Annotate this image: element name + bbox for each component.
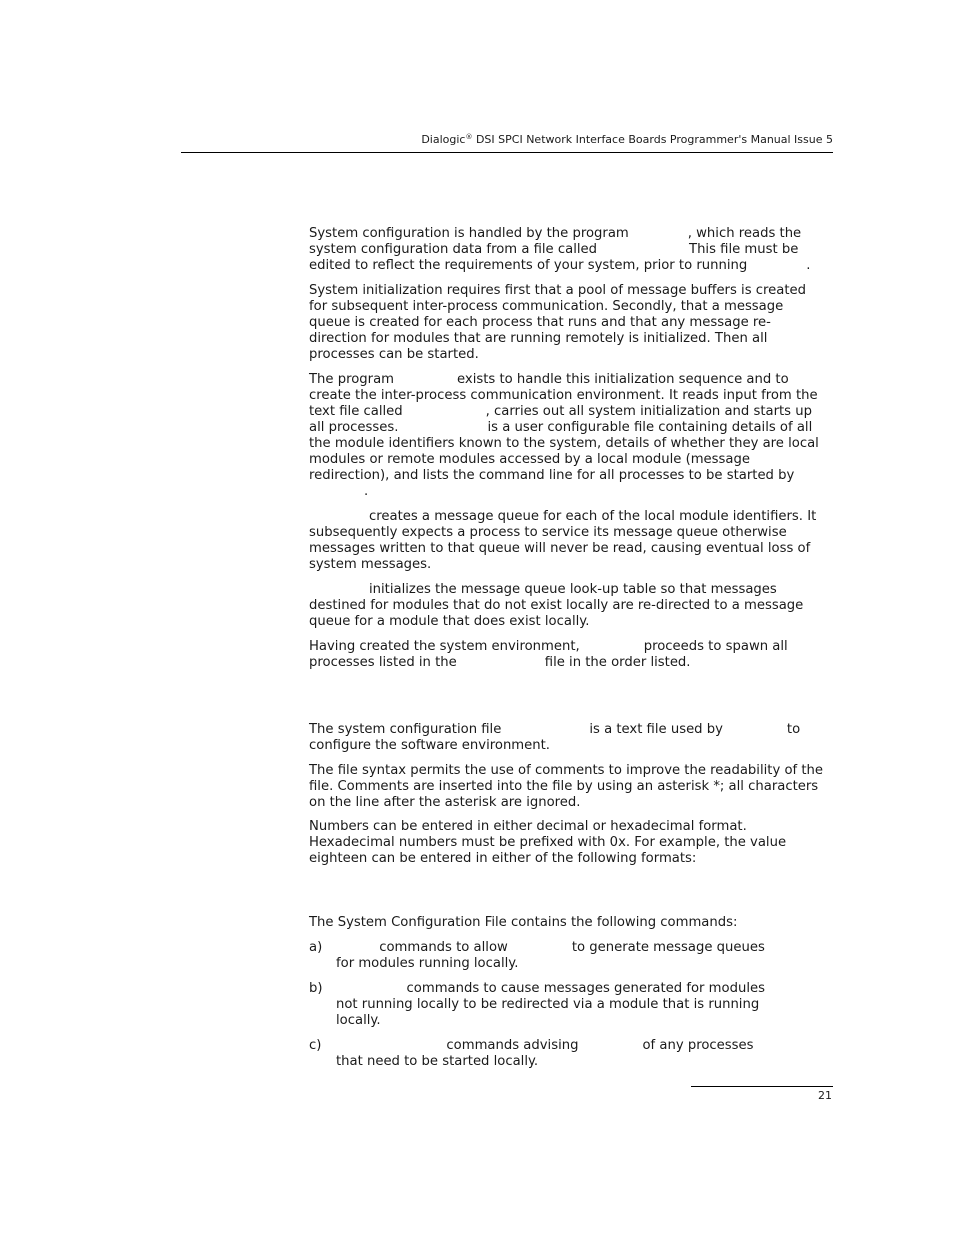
text-line: modules or remote modules accessed by a local module (message [309, 452, 750, 467]
text-line: on the line after the asterisk are ignored. [309, 795, 581, 810]
text-line: messages written to that queue will never be read, causing eventual loss of [309, 541, 811, 556]
text-line: System initialization requires first that a pool of message buffers is created [309, 283, 807, 298]
text-line: that need to be started locally. [336, 1054, 539, 1069]
text-line: Hexadecimal numbers must be prefixed with 0x. For example, the value [309, 835, 787, 850]
text-line: for modules running locally. [336, 956, 519, 971]
text-line: not running locally to be redirected via a module that is running [336, 997, 760, 1012]
text-line: locally. [336, 1013, 381, 1028]
header-rule [181, 152, 833, 153]
text-run: , carries out all system initialization and starts up [485, 404, 812, 419]
text-line: file. Comments are inserted into the file by using an asterisk *; all characters [309, 779, 819, 794]
text-run: file in the order listed. [544, 655, 691, 670]
footer-rule [691, 1086, 833, 1087]
text-run: commands advising [446, 1038, 579, 1053]
text-run: System configuration is handled by the program [309, 226, 629, 241]
paragraph-message-queues [309, 509, 833, 573]
header-title: DSI SPCI Network Interface Boards Programmer's Manual Issue 5 [472, 133, 833, 146]
text-line: The file syntax permits the use of comments to improve the readability of the [309, 763, 823, 778]
text-line: queue for a module that does exist locally. [309, 614, 590, 629]
text-run: This file must be [689, 242, 799, 257]
text-run: text file called [309, 404, 403, 419]
list-marker: c) [309, 1038, 322, 1053]
text-run: edited to reflect the requirements of your system, prior to running [309, 258, 748, 273]
running-header [421, 133, 833, 147]
text-line: system messages. [309, 557, 432, 572]
text-run: to [786, 722, 801, 737]
registered-mark: ® [465, 133, 473, 141]
list-item [309, 981, 833, 1029]
paragraph-spawn-processes [309, 639, 833, 671]
text-line: The System Configuration File contains the following commands: [309, 915, 738, 930]
text-run: exists to handle this initialization sequence and to [457, 372, 789, 387]
paragraph-program-overview [309, 372, 833, 500]
text-run: to generate message queues [571, 940, 765, 955]
text-run: proceeds to spawn all [643, 639, 788, 654]
text-run: The program [309, 372, 395, 387]
text-line: configure the software environment. [309, 738, 550, 753]
text-run: . [364, 484, 369, 499]
header-brand: Dialogic [421, 133, 466, 146]
text-line: subsequently expects a process to service its message queue otherwise [309, 525, 787, 540]
text-line: eighteen can be entered in either of the following formats: [309, 851, 697, 866]
text-run: , which reads the [687, 226, 802, 241]
text-line: redirection), and lists the command line for all processes to be started by [309, 468, 795, 483]
text-run: The system configuration file [309, 722, 502, 737]
list-marker: a) [309, 940, 323, 955]
paragraph-system-initialization [309, 283, 833, 363]
list-item [309, 1038, 833, 1070]
paragraph-system-configuration [309, 226, 833, 274]
text-run: all processes. [309, 420, 399, 435]
text-line: for subsequent inter-process communication. Secondly, that a message [309, 299, 784, 314]
text-line: destined for modules that do not exist locally are re-directed to a message [309, 598, 804, 613]
text-line: direction for modules that are running remotely is initialized. Then all [309, 331, 768, 346]
text-run: . [806, 258, 811, 273]
text-run: commands to allow [379, 940, 508, 955]
list-marker: b) [309, 981, 323, 996]
page-number: 21 [818, 1089, 832, 1102]
text-run: is a text file used by [589, 722, 723, 737]
text-run: Having created the system environment, [309, 639, 580, 654]
text-run: creates a message queue for each of the local module identifiers. It [369, 509, 817, 524]
paragraph-config-file [309, 722, 833, 754]
text-line: queue is created for each process that runs and that any message re- [309, 315, 771, 330]
paragraph-number-formats [309, 819, 833, 867]
text-line: the module identifiers known to the system, details of whether they are local [309, 436, 819, 451]
text-run: is a user configurable file containing details of all [487, 420, 813, 435]
text-run: commands to cause messages generated for modules [406, 981, 765, 996]
text-line: create the inter-process communication environment. It reads input from the [309, 388, 818, 403]
list-item [309, 940, 833, 972]
text-run: initializes the message queue look-up table so that messages [369, 582, 777, 597]
paragraph-commands-intro [309, 915, 833, 931]
text-line: processes can be started. [309, 347, 479, 362]
paragraph-file-syntax [309, 763, 833, 811]
text-line: Numbers can be entered in either decimal or hexadecimal format. [309, 819, 747, 834]
text-run: of any processes [642, 1038, 754, 1053]
text-run: processes listed in the [309, 655, 457, 670]
paragraph-lookup-table [309, 582, 833, 630]
text-run: system configuration data from a file called [309, 242, 598, 257]
